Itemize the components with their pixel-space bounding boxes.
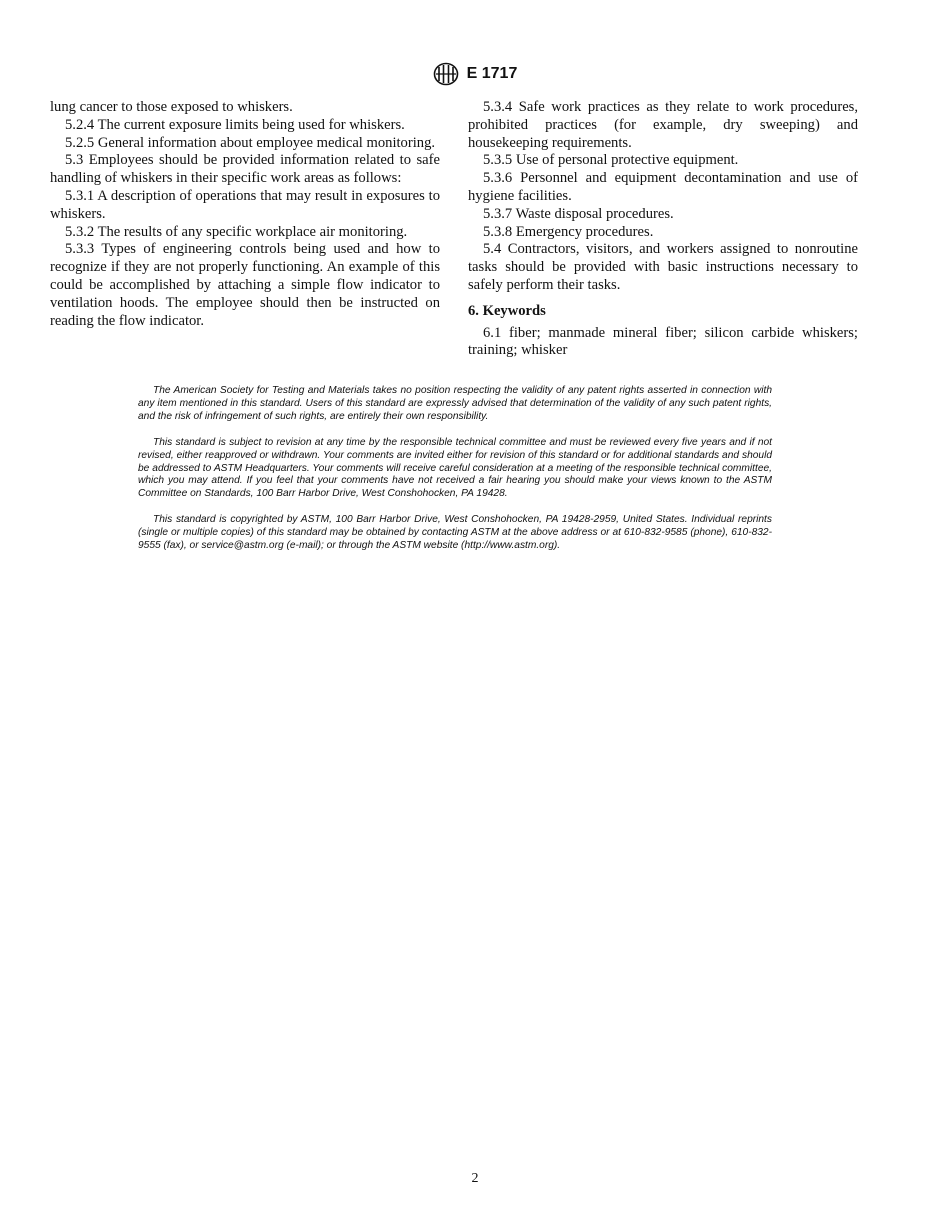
paragraph: 5.4 Contractors, visitors, and workers assigned to nonroutine tasks should be provided with basic instructions necessary to safely perform their tasks. <box>468 241 858 293</box>
paragraph: 5.3.8 Emergency procedures. <box>483 223 654 240</box>
patent-notice: The American Society for Testing and Materials takes no position respecting the validity of any patent rights asserted in connection with any item mentioned in this standard. Users of this standard are expressly advised that determination of the validity of any such patent rights, and the risk of infringement of such rights, are entirely their own responsibility. <box>138 385 772 422</box>
standard-designation: E 1717 <box>466 65 518 82</box>
paragraph: 5.3.7 Waste disposal procedures. <box>483 205 674 222</box>
keywords-heading: 6. Keywords <box>468 302 546 319</box>
right-column <box>468 99 858 360</box>
right-column-paragraphs <box>468 99 858 295</box>
astm-logo-icon <box>433 62 459 86</box>
paragraph: 5.3.2 The results of any specific workplace air monitoring. <box>65 223 408 240</box>
left-column <box>50 99 440 330</box>
paragraph: 5.3.1 A description of operations that may result in exposures to whiskers. <box>50 187 440 222</box>
keywords-text: 6.1 fiber; manmade mineral fiber; silicon carbide whiskers; training; whisker <box>468 324 858 359</box>
copyright-notice: This standard is copyrighted by ASTM, 100 Barr Harbor Drive, West Conshohocken, PA 19428-2959, United States. Individual reprints (single or multiple copies) of this standard may be obtained by contacting ASTM at the above address or at 610-832-9585 (phone), 610-832-9555 (fax), or service@astm.org (e-mail); or through the ASTM website (http://www.astm.org). <box>138 514 772 552</box>
paragraph: 5.2.4 The current exposure limits being used for whiskers. <box>65 116 405 133</box>
revision-notice: This standard is subject to revision at any time by the responsible technical committee and must be reviewed every five years and if not revised, either reapproved or withdrawn. Your comments are invited either for revision of this standard or for additional standards and should be addressed to ASTM Headquarters. Your comments will receive careful consideration at a meeting of the responsible technical committee, which you may attend. If you feel that your comments have not received a fair hearing you should make your views known to the ASTM Committee on Standards, 100 Barr Harbor Drive, West Conshohocken, PA 19428. <box>138 436 772 500</box>
paragraph: 5.3.5 Use of personal protective equipment. <box>483 152 739 169</box>
page-number: 2 <box>471 1171 479 1186</box>
page-header <box>0 62 950 86</box>
paragraph: 5.3 Employees should be provided information related to safe handling of whiskers in their specific work areas as follows: <box>50 152 440 187</box>
paragraph: 5.3.3 Types of engineering controls being used and how to recognize if they are not properly functioning. An example of this could be accomplished by attaching a simple flow indicator to ventilation hoods. The employee should then be instructed on reading the flow indicator. <box>50 241 440 329</box>
paragraph: 5.2.5 General information about employee medical monitoring. <box>65 134 436 151</box>
paragraph: 5.3.4 Safe work practices as they relate to work procedures, prohibited practices (for example, dry sweeping) and housekeeping requirements. <box>468 99 858 151</box>
paragraph: 5.3.6 Personnel and equipment decontamination and use of hygiene facilities. <box>468 170 858 204</box>
paragraph: lung cancer to those exposed to whiskers. <box>50 99 293 115</box>
footer-notes <box>138 385 772 566</box>
